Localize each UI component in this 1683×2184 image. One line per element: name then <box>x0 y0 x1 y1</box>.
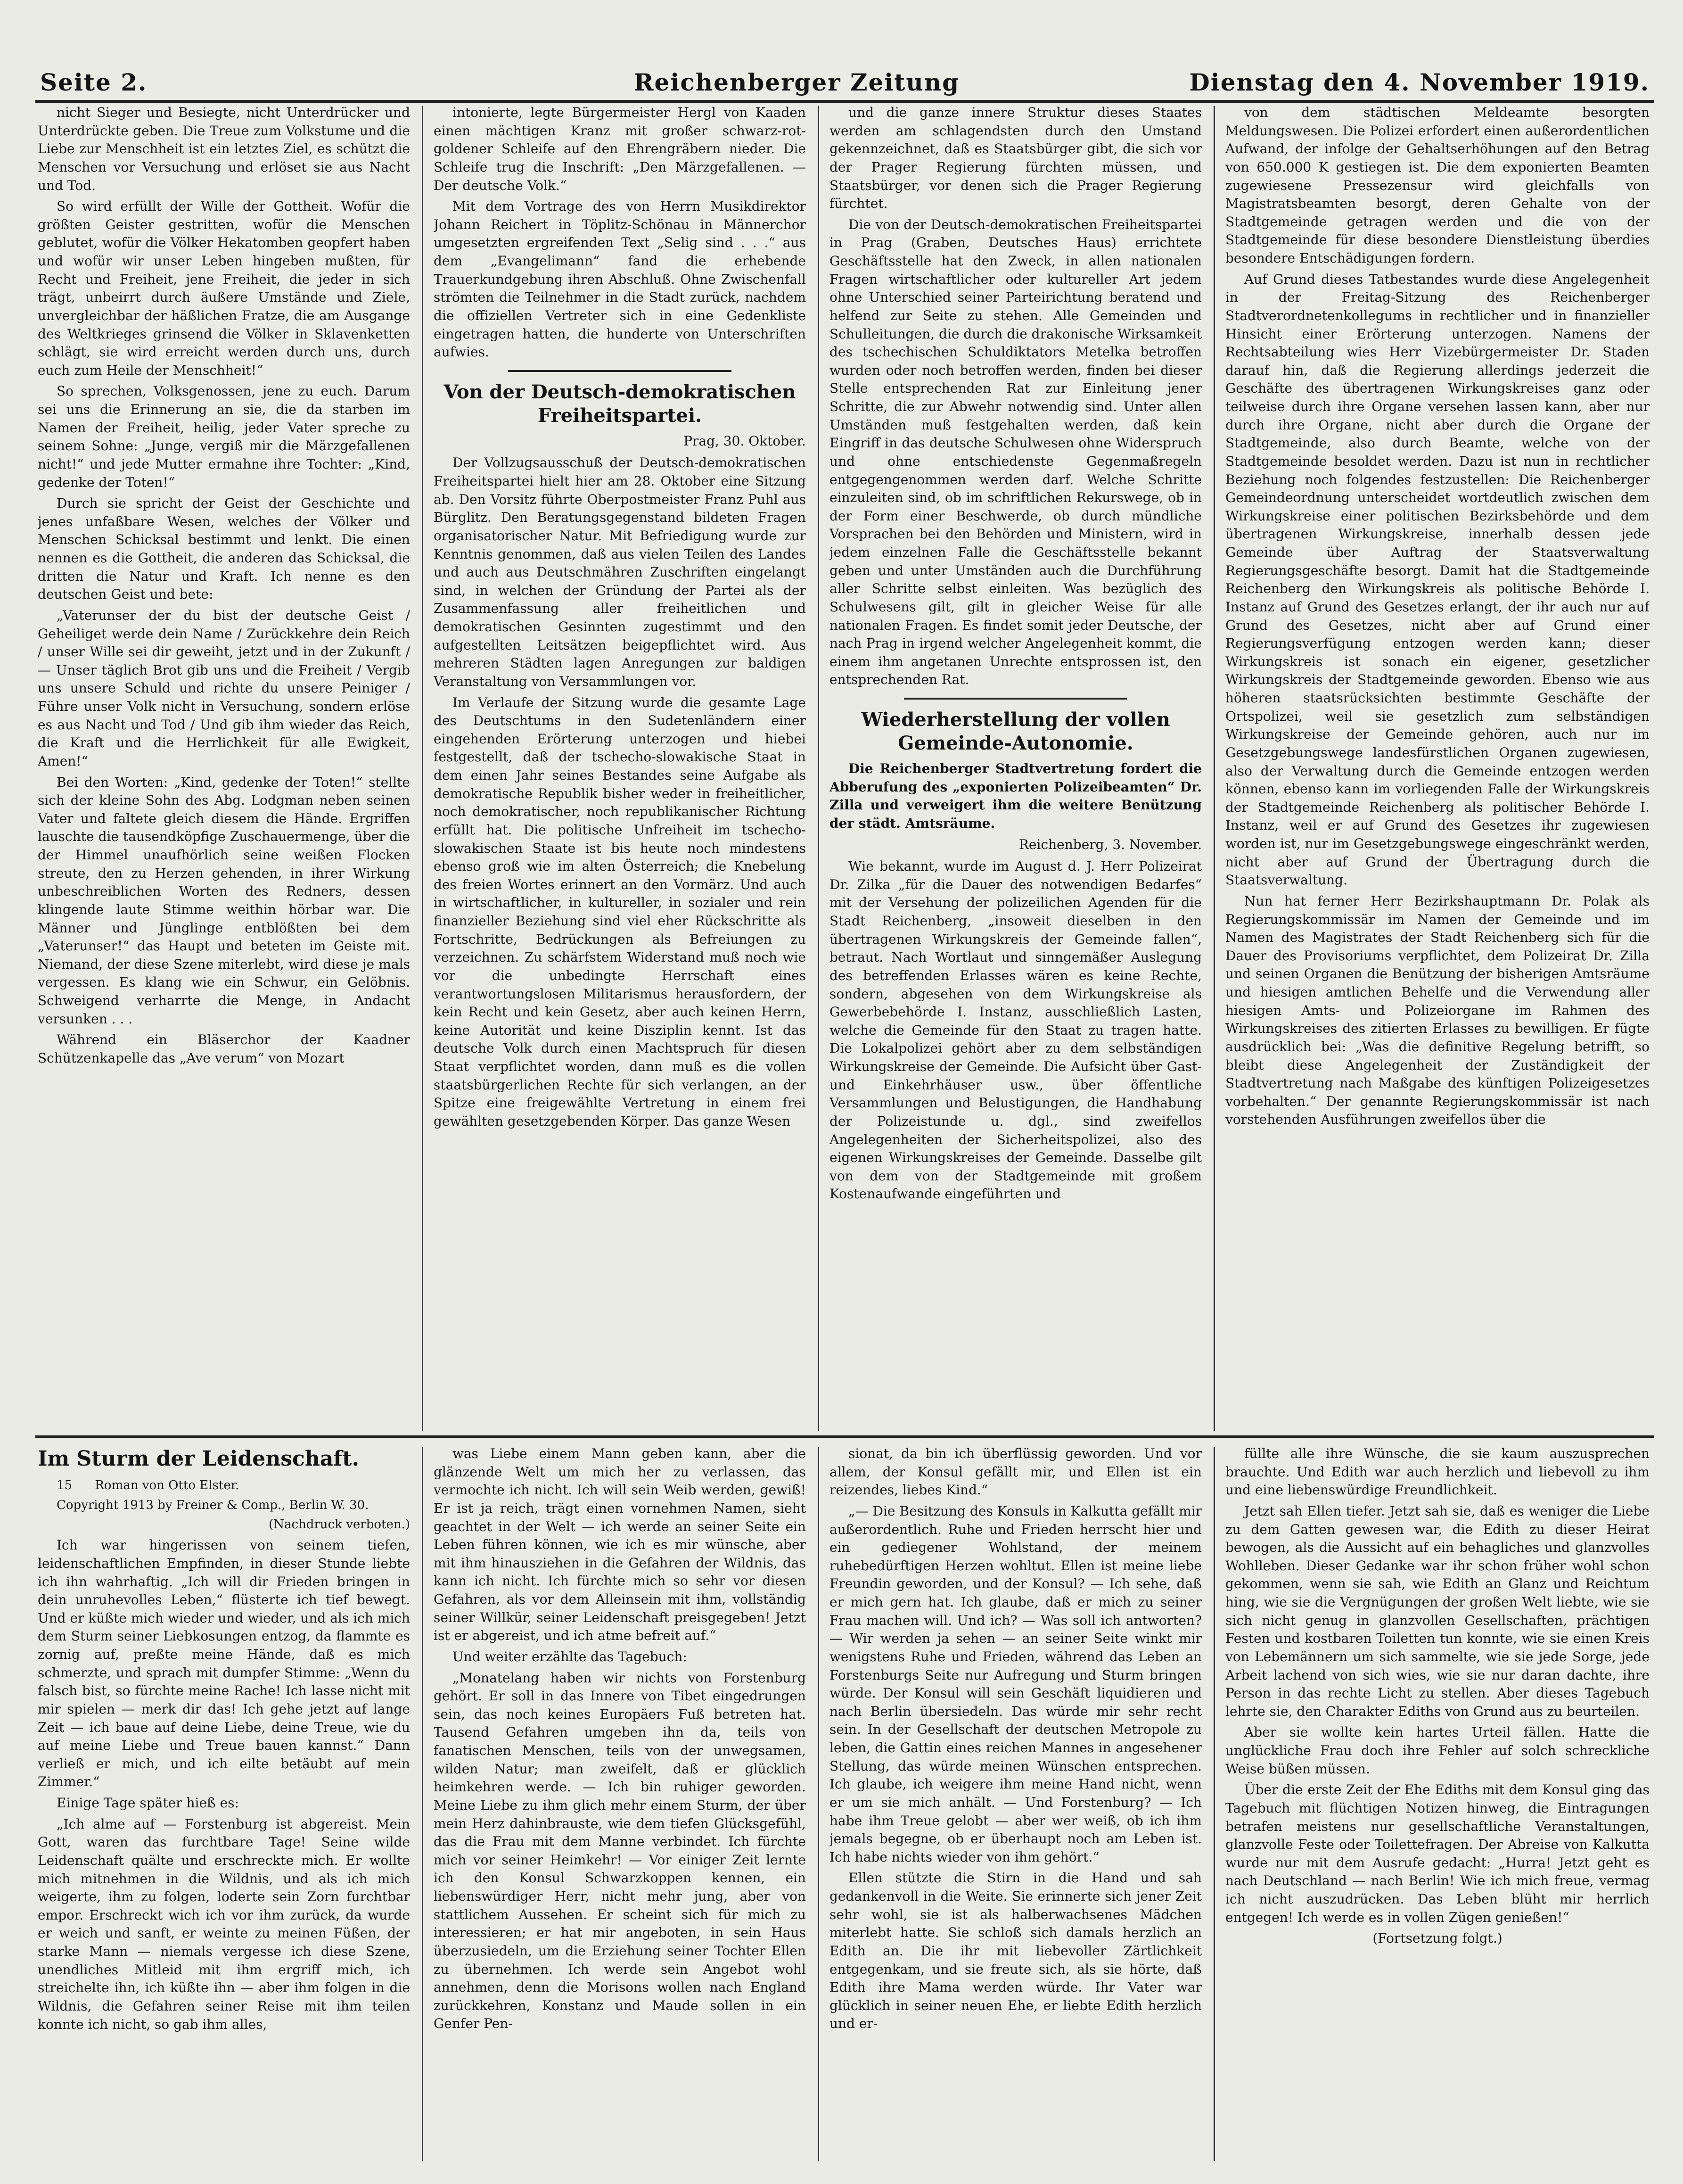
newspaper-title: Reichenberger Zeitung <box>634 68 960 96</box>
paragraph: Nun hat ferner Herr Bezirkshauptmann Dr. Polak als Regierungskommissär im Namen der Gemeinde und im Namen des Magistrates der Stadt Reichenberg sich für die Dauer des Provisoriums verpflichtet, dem Polizeirat Dr. Zilla und seinen Organen die Benützung der bisherigen Amtsräume und hiesigen amtlichen Behelfe und die Verwendung aller hiesigen Amts- und Polizeiorgane im Rahmen des Wirkungskreises des zitierten Erlasses zu bewilligen. Er fügte ausdrücklich bei: „Was die definitive Regelung betrifft, so bleibt diese Angelegenheit der Zuständigkeit der Stadtvertretung nach Maßgabe des künftigen Polizeigesetzes vorbehalten.“ Der genannte Regierungskommissär ist nach vorstehenden Ausführungen zweifellos über die <box>1225 893 1650 1128</box>
column-divider <box>422 1447 423 2161</box>
column-divider <box>818 1447 819 2161</box>
paragraph: „Ich alme auf — Forstenburg ist abgereist. Mein Gott, waren das furchtbare Tage! Seine wilde Leidenschaft quälte und erschreckte mich. Er wollte mich mitnehmen in die Wildnis, und als ich mich weigerte, ihm zu folgen, loderte sein Zorn furchtbar empor. Erschreckt wich ich vor ihm zurück, da wurde er weich und sanft, er weinte zu meinen Füßen, der starke Mann — niemals vergesse ich diese Szene, unendliches Mitleid mit ihm ergriff mich, ich streichelte ihn, ich küßte ihn — aber ihm folgen in die Wildnis, die Gefahren seiner Reise mit ihm teilen konnte ich nicht, so gab ihm alles, <box>38 1816 410 2032</box>
dateline: Reichenberg, 3. November. <box>1018 836 1202 852</box>
installment-number: 15 <box>57 1478 73 1492</box>
paragraph: Im Verlaufe der Sitzung wurde die gesamte Lage des Deutschtums in den Sudetenländern einer eingehenden Erörterung unterzogen und hiebei festgestellt, daß der tschecho-slowakische Staat in dem einen Jahr seines Bestandes seine Aufgabe als demokratische Republik bisher weder in freiheitlicher, noch demokratischer, noch republikanischer Richtung erfüllt hat. Die politische Unfreiheit im tschecho-slowakischen Staate ist bis heute noch mindestens ebenso groß wie im alten Österreich; die Knebelung des freien Wortes erinnert an den Vormärz. Und auch in wirtschaftlicher, in kultureller, in sozialer und rein finanzieller Beziehung sind viel eher Rückschritte als Fortschritte, Bedrückungen als Befreiungen zu verzeichnen. Zu schärfstem Widerstand muß noch wie vor die unbedingte Herrschaft eines verantwortungslosen Militarismus herausfordern, der kein Recht und kein Gesetz, aber auch keinen Herrn, keine Autorität und keine Disziplin kennt. Ist das deutsche Volk durch einen Machtspruch für diesen Staat verpflichtet worden, dann muß es die vollen staatsbürgerlichen Rechte für sich verlangen, an der Spitze eine freigewählte Vertretung in einem frei gewählten gesetzgebenden Körper. Das ganze Wesen <box>434 694 806 1129</box>
column-divider <box>818 106 819 1431</box>
novel-column-2 <box>434 1445 806 2161</box>
paragraph: Ellen stützte die Stirn in die Hand und sah gedankenvoll in die Weite. Sie erinnerte sich jener Zeit sehr wohl, sie ist als halberwachsenes Mädchen miterlebt hatte. Sie schloß sich damals herzlich an Edith an. Die ihr mit liebevoller Zärtlichkeit entgegenkam, und sie freute sich, als sie hörte, daß Edith ihre Mama werden würde. Ihr Vater war glücklich in seiner neuen Ehe, er liebte Edith herzlich und er- <box>829 1870 1202 2032</box>
paragraph: Auf Grund dieses Tatbestandes wurde diese Angelegenheit in der Freitag-Sitzung des Reichenberger Stadtverordnetenkollegums in rechtlicher und in finanzieller Hinsicht einer Erörterung unterzogen. Namens der Rechtsabteilung wies Herr Vizebürgermeister Dr. Staden darauf hin, daß die Regierung allerdings jederzeit die Geschäfte des übertragenen Wirkungskreises ganz oder teilweise durch ihre Organe versehen lassen kann, aber nur durch ihre Organe, nicht aber durch die Organe der Stadtgemeinde, also durch Beamte, welche von der Stadtgemeinde besoldet werden. Dazu ist nun in rechtlicher Beziehung noch folgendes festzustellen: Die Reichenberger Gemeindeordnung unterscheidet wortdeutlich zwischen dem Wirkungskreise einer politischen Bezirksbehörde und dem übertragenen Wirkungskreise, innerhalb dessen jede Gemeinde über Auftrag der Staatsverwaltung Regierungsgeschäfte besorgt. Damit hat die Stadtgemeinde Reichenberg den Wirkungskreis als politische Behörde I. Instanz auf Grund des Gesetzes erlangt, der ihr auch nur auf Grund des Gesetzes, nicht aber auf Grund einer Regierungsverfügung entzogen werden kann; dieser Wirkungskreis ist sonach ein eigener, gesetzlicher Wirkungskreis der Stadtgemeinde geworden. Ebenso wie aus höheren staatsrücksichten bestimmte Geschäfte der Ortspolizei, weil sie gesetzlich zum selbständigen Wirkungskreise der Gemeinde gehören, auch nur im Gesetzgebungswege landesfürstlichen Organen zugewiesen, also der Verwaltung durch die Gemeinde entzogen werden können, ebenso kann im vorliegenden Falle der Wirkungskreis der Stadtgemeinde Reichenberg als politischer Behörde I. Instanz, weil er auf Grund des Gesetzes ihr zugewiesen worden ist, nur im Gesetzgebungswege eingeschränkt werden, nicht aber auf Grund der Übertragung durch die Staatsverwaltung. <box>1225 271 1650 888</box>
paragraph: „Monatelang haben wir nichts von Forstenburg gehört. Er soll in das Innere von Tibet eingedrungen sein, das noch keines Europäers Fuß betreten hat. Tausend Gefahren umgeben ihn da, teils von fanatischen Menschen, teils von der unwegsamen, wilden Natur; man zweifelt, daß er glücklich heimkehren werde. — Ich bin ruhiger geworden. Meine Liebe zu ihm glich mehr einem Sturm, der über mein Herz dahinbrauste, wie dem tiefen Glücksgefühl, das die Frau mit dem Manne verbindet. Ich fürchte mich vor seiner Heimkehr! — Vor einiger Zeit lernte ich den Konsul Schwarzkoppen kennen, ein liebenswürdiger Herr, nicht mehr jung, aber von stattlichem Aussehen. Er scheint sich für mich zu interessieren; er hat mir angeboten, in sein Haus überzusiedeln, um die Erziehung seiner Tochter Ellen zu übernehmen. Ich werde sein Angebot wohl annehmen, denn die Morisons wollen nach England zurückkehren, Konstanz und Maude sollen in ein Genfer Pen- <box>434 1670 806 2032</box>
paragraph: von dem städtischen Meldeamte besorgten Meldungswesen. Die Polizei erfordert einen außerordentlichen Aufwand, der infolge der Gehaltserhöhungen auf den Betrag von 650.000 K gestiegen ist. Die dem exponierten Beamten zugewiesene Pressezensur wird gleichfalls von Magistratsbeamten besorgt, deren Gehalte von der Stadtgemeinde getragen werden und die von der Stadtgemeinde für diese besondere Dienstleistung überdies besondere Entschädigungen fordern. <box>1225 105 1650 266</box>
paragraph: sionat, da bin ich überflüssig geworden. Und vor allem, der Konsul gefällt mir, und Ellen ist ein reizendes, liebes Kind.“ <box>829 1446 1202 1498</box>
novel-column-3 <box>829 1445 1202 2161</box>
article-heading: Von der Deutsch-demokratischen Freiheitspartei. <box>443 380 796 427</box>
paragraph: Während ein Bläserchor der Kaadner Schützenkapelle das „Ave verum“ von Mozart <box>38 1032 410 1066</box>
novel-byline-row <box>38 1477 410 1494</box>
paragraph: Einige Tage später hieß es: <box>57 1795 239 1811</box>
article-subheading: Die Reichenberger Stadtvertretung fordert die Abberufung des „exponierten Polizeibeamten“ Dr. Zilla und verweigert ihm die weitere Benützung der städt. Amtsräume. <box>829 761 1202 831</box>
paragraph: „— Die Besitzung des Konsuls in Kalkutta gefällt mir außerordentlich. Ruhe und Frieden herrscht hier und ein gediegener Wohlstand, der meinem ruhebedürftigen Herzen wohltut. Ellen ist meine liebe Freundin geworden, und der Konsul? — Ich sehe, daß er mich gern hat. Ich glaube, daß er mich zu seiner Frau machen will. Und ich? — Was soll ich antworten? — Wir werden ja sehen — an seiner Seite winkt mir wenigstens Ruhe und Frieden, während das Leben an Forstenburgs Seite nur Aufregung und Sturm bringen würde. Der Konsul will sein Geschäft liquidieren und nach Berlin übersiedeln. Das würde mir sehr recht sein. In der Gesellschaft der deutschen Metropole zu leben, die Gattin eines reichen Mannes in angesehener Stellung, das würde meinen Wünschen entsprechen. Ich glaube, ich weigere ihm meine Hand nicht, wenn er um sie mich anhält. — Und Forstenburg? — Ich habe ihm Treue gelobt — aber wer weiß, ob ich ihm jemals begegne, ob er überhaupt noch am Leben ist. Ich habe nichts wieder von ihm gehört.“ <box>829 1503 1202 1865</box>
separator-rule <box>508 370 731 372</box>
paragraph: Jetzt sah Ellen tiefer. Jetzt sah sie, daß es weniger die Liebe zu dem Gatten gewesen war, die Edith zu dieser Heirat bewogen, als die Aussicht auf ein behagliches und glanzvolles Wohlleben. Dieser Gedanke war ihr schon früher wohl schon gekommen, wenn sie sah, wie Edith an Glanz und Reichtum hing, wie sie die Vergnügungen der großen Welt liebte, wie sie sich nicht genug in glanzvollen Gesellschaften, prächtigen Festen und kostbaren Toiletten tun konnte, wie sie einen Kreis von Lebemännern um sich sammelte, wie sie jede Sorge, jede Arbeit lachend von sich wies, wie sie nur daran dachte, ihre Person in das rechte Licht zu stellen. Aber dieses Tagebuch lehrte sie, den Charakter Ediths von Grund aus zu beurteilen. <box>1225 1503 1650 1719</box>
novel-column-4 <box>1225 1445 1650 2161</box>
article-heading: Wiederherstellung der vollen Gemeinde-Autonomie. <box>861 709 1170 754</box>
column-divider <box>422 106 423 1431</box>
separator-rule <box>904 698 1127 700</box>
paragraph: Durch sie spricht der Geist der Geschichte und jenes unfaßbare Wesen, welches der Völker und Menschen Schicksal bestimmt und lenkt. Die einen nennen es die Gottheit, die anderen das Schicksal, die dritten die Natur und Kraft. Ich nenne es den deutschen Geist und bete: <box>38 495 410 602</box>
column-1 <box>38 104 410 1431</box>
column-3 <box>829 104 1202 1431</box>
paragraph: Ich war hingerissen von seinem tiefen, leidenschaftlichen Empfinden, in dieser Stunde liebte ich ihn wahrhaftig. „Ich will dir Frieden bringen in dein unruhevolles Leben,“ flüsterte ich tief bewegt. Und er küßte mich wieder und wieder, und als ich mich dem Sturm seiner Liebkosungen entzog, da flammte es zornig auf, preßte meine Hände, daß es mich schmerzte, und sprach mit dumpfer Stimme: „Wenn du falsch bist, so fürchte meine Rache! Ich lasse nicht mit mir spielen — merk dir das! Ich gehe jetzt auf lange Zeit — ich baue auf deine Liebe, deine Treue, wie du auf meine Liebe und Treue bauen kannst.“ Dann verließ er mich, und ich eilte betäubt auf mein Zimmer.“ <box>38 1537 410 1790</box>
paragraph: Über die erste Zeit der Ehe Ediths mit dem Konsul ging das Tagebuch mit flüchtigen Notizen hinweg, die Eintragungen betrafen meistens nur gesellschaftliche Veranstaltungen, glanzvolle Feste oder Toilettefragen. Der Abreise von Kalkutta wurde nur mit dem Ausrufe gedacht: „Hurra! Jetzt geht es nach Deutschland — nach Berlin! Wie ich mich freue, vermag ich nicht auszudrücken. Das Leben blüht mir herrlich entgegen! Ich werde es in vollen Zügen genießen!“ <box>1225 1782 1650 1925</box>
feuilleton-divider <box>35 1435 1654 1438</box>
paragraph: Die von der Deutsch-demokratischen Freiheitspartei in Prag (Graben, Deutsches Haus) errichtete Geschäftsstelle hat den Zweck, in allen nationalen Fragen wirtschaftlicher oder kultureller Art jedem ohne Unterschied seiner Parteirichtung beratend und helfend zur Seite zu stehen. Alle Gemeinden und Schulleitungen, die durch die drakonische Wirksamkeit des tschechischen Schuldiktators Metelka betroffen wurden oder noch betroffen werden, finden bei dieser Stelle entsprechenden Rat zur Einleitung jener Schritte, die zur Abwehr notwendig sind. Unter allen Umständen muß festgehalten werden, daß kein Eingriff in das deutsche Schulwesen ohne Widerspruch und ohne entschiedenste Gegenmaßregeln entgegengenommen werden darf. Welche Schritte einzuleiten sind, ob im schriftlichen Rekurswege, ob in der Form einer Beschwerde, ob durch mündliche Vorsprachen bei den Behörden und Ministern, wird in jedem einzelnen Falle die Geschäftsstelle bekannt geben und unter Umständen auch die Durchführung aller Schritte selbst einleiten. Was bezüglich des Schulwesens gilt, gilt in gleicher Weise für alle nationalen Fragen. Es findet somit jeder Deutsche, der nach Prag in irgend welcher Angelegenheit kommt, die einem ihm angetanen Unrechte entsprossen ist, den entsprechenden Rat. <box>829 216 1202 688</box>
column-4 <box>1225 104 1650 1431</box>
paragraph: was Liebe einem Mann geben kann, aber die glänzende Welt um mich her zu verlassen, das vermochte ich nicht. Ich will sein Weib werden, gewiß! Er ist ja reich, trägt einen vornehmen Namen, sieht geachtet in der Welt — ich werde an seiner Seite ein Leben führen können, wie ich es mir wünsche, aber mit ihm hinausziehen in die Gefahren der Wildnis, das kann ich nicht. Ich fürchte mich so sehr vor diesen Gefahren, als vor dem Alleinsein mit ihm, vollständig seiner Willkür, seiner Leidenschaft preisgegeben! Jetzt ist er abgereist, und ich atme befreit auf.“ <box>434 1446 806 1644</box>
paragraph: nicht Sieger und Besiegte, nicht Unterdrücker und Unterdrückte geben. Die Treue zum Volkstume und die Liebe zur Menschheit ist ein letztes Ziel, es schützt die Menschen vor Versuchung und erlöset sie aus Nacht und Tod. <box>38 105 410 193</box>
dateline: Prag, 30. Oktober. <box>683 433 806 449</box>
paragraph: Mit dem Vortrage des von Herrn Musikdirektor Johann Reichert in Töplitz-Schönau in Männerchor umgesetzten ergreifenden Text „Selig sind . . .“ aus dem „Evangelimann“ fand die erhebende Trauerkundgebung ihren Abschluß. Ohne Zwischenfall strömten die Teilnehmer in die Stadt zurück, nachdem die offiziellen Vertreter sich in eine Gedenkliste eingetragen hatten, die hunderte von Unterschriften aufwies. <box>434 198 806 360</box>
paragraph: intonierte, legte Bürgermeister Hergl von Kaaden einen mächtigen Kranz mit großer schwarz-rot-goldener Schleife auf den Ehrengräbern nieder. Die Schleife trug die Inschrift: „Den Märzgefallenen. — Der deutsche Volk.“ <box>434 105 806 193</box>
paragraph: Und weiter erzählte das Tagebuch: <box>452 1648 687 1665</box>
novel-title: Im Sturm der Leidenschaft. <box>38 1447 359 1471</box>
paragraph: So sprechen, Volksgenossen, jene zu euch. Darum sei uns die Erinnerung an sie, die da starben im Namen der Freiheit, heilig, jeder Vater spreche zu seinem Sohne: „Junge, vergiß mir die Märzgefallenen nicht!“ und jede Mutter ermahne ihre Tochter: „Kind, gedenke der Toten!“ <box>38 383 410 490</box>
novel-column-1 <box>38 1445 410 2161</box>
issue-date: Dienstag den 4. November 1919. <box>1189 68 1650 96</box>
column-divider <box>1214 106 1215 1431</box>
paragraph: und die ganze innere Struktur dieses Staates werden am schlagendsten durch den Umstand gekennzeichnet, daß es Staatsbürger gibt, die sich vor der Prager Regierung fürchten müssen, und Staatsbürger, vor denen sich die Prager Regierung fürchtet. <box>829 105 1202 212</box>
paragraph: Bei den Worten: „Kind, gedenke der Toten!“ stellte sich der kleine Sohn des Abg. Lodgman neben seinen Vater und faltete gleich diesem die Hände. Ergriffen lauschte die tausendköpfige Zuschauermenge, über die der Himmel unaufhörlich seine weißen Flocken streute, den zu Herzen gehenden, in ihrer Wirkung unbeschreiblichen Worten des Redners, dessen klingende laute Stimme weithin hörbar war. Die Männer und Jünglinge entblößten bei dem „Vaterunser!“ das Haupt und beteten im Geiste mit. Niemand, der diese Szene miterlebt, wird diese je mals vergessen. Es klang wie ein Schwur, ein Gelöbnis. Schweigend verharrte die Menge, in Andacht versunken . . . <box>38 774 410 1027</box>
paragraph: Aber sie wollte kein hartes Urteil fällen. Hatte die unglückliche Frau doch ihre Fehler auf solch schreckliche Weise büßen müssen. <box>1225 1724 1650 1777</box>
paragraph: „Vaterunser der du bist der deutsche Geist / Geheiliget werde dein Name / Zurückkehre dein Reich / unser Wille sei dir geweiht, jetzt und in der Zukunft / — Unser täglich Brot gib uns und die Freiheit / Vergib uns unsere Schuld und richte du unsere Peiniger / Führe unser Volk nicht in Versuchung, sondern erlöse es aus Nacht und Tod / Und gib ihm wieder das Reich, die Kraft und die Herrlichkeit für alle Ewigkeit, Amen!“ <box>38 607 410 769</box>
novel-byline: Roman von Otto Elster. <box>95 1478 239 1492</box>
page-number: Seite 2. <box>40 68 148 96</box>
continuation-note: (Fortsetzung folgt.) <box>1372 1930 1502 1946</box>
page-header <box>35 61 1654 103</box>
paragraph: Der Vollzugsausschuß der Deutsch-demokratischen Freiheitspartei hielt hier am 28. Oktober eine Sitzung ab. Den Vorsitz führte Oberpostmeister Franz Puhl aus Bürglitz. Den Beratungsgegenstand bildeten Fragen organisatorischer Natur. Mit Befriedigung wurde zur Kenntnis genommen, daß aus vielen Teilen des Landes und auch aus Deutschmähren Zuschriften eingelangt sind, in welchen der Gründung der Partei als der Zusammenfassung aller freiheitlichen und demokratischen Gesinnten zugestimmt und den aufgestellten Leitsätzen beigepflichtet wird. Aus mehreren Städten lagen Anregungen zur baldigen Veranstaltung von Versammlungen vor. <box>434 455 806 689</box>
paragraph: So wird erfüllt der Wille der Gottheit. Wofür die größten Geister gestritten, wofür die Menschen geblutet, wofür die Völker Hekatomben geopfert haben und wofür wir unser Leben hingeben mußten, für Recht und Freiheit, jene Freiheit, die jeder in sich trägt, unbeirrt durch äußere Umstände und Ziele, unvergleichbar der häßlichen Fratze, die am Ausgange des Weltkrieges grinsend die Völker in Sklavenketten schlägt, sie wird erreicht werden durch uns, durch euch zum Heile der Menschheit!“ <box>38 198 410 378</box>
copyright-line: Copyright 1913 by Freiner & Comp., Berlin W. 30. <box>57 1498 369 1512</box>
paragraph: Wie bekannt, wurde im August d. J. Herr Polizeirat Dr. Zilka „für die Dauer des notwendigen Bedarfes“ mit der Versehung der polizeilichen Agenden für die Stadt Reichenberg, „insoweit dieselben in den übertragenen Wirkungskreis der Gemeinde fallen“, betraut. Nach Wortlaut und sinngemäßer Auslegung des betreffenden Erlasses wären es keine Rechte, sondern, abgesehen von dem Wirkungskreise als Gewerbebehörde I. Instanz, ausschließlich Lasten, welche die Gemeinde für den Staat zu tragen hatte. Die Lokalpolizei gehört aber zu dem selbständigen Wirkungskreise der Gemeinde. Die Aufsicht über Gast- und Einkehrhäuser usw., über öffentliche Versammlungen und Belustigungen, die Handhabung der Polizeistunde u. dgl., sind zweifellos Angelegenheiten der Sicherheitspolizei, also des eigenen Wirkungskreises der Gemeinde. Dasselbe gilt von dem von der Stadtgemeinde mit großem Kostenaufwande eingeführten und <box>829 858 1202 1202</box>
column-divider <box>1214 1447 1215 2161</box>
column-2 <box>434 104 806 1431</box>
reprint-notice: (Nachdruck verboten.) <box>269 1517 410 1532</box>
paragraph: füllte alle ihre Wünsche, die sie kaum auszusprechen brauchte. Und Edith war auch herzlich und liebevoll zu ihm und eine liebenswürdige Freundlichkeit. <box>1225 1446 1650 1498</box>
